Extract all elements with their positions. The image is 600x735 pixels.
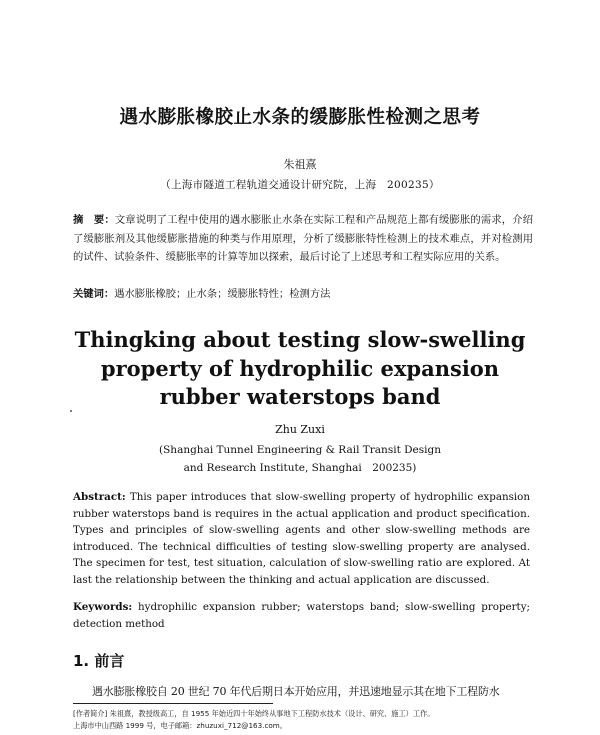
footnote-line: 上海市中山西路 1999 号，电子邮箱：zhuzuxi_712@163.com。 xyxy=(73,721,287,730)
chinese-title: 遇水膨胀橡胶止水条的缓膨胀性检测之思考 xyxy=(119,107,481,128)
english-affiliation-line: and Research Institute, Shanghai 200235) xyxy=(183,462,417,474)
english-keywords-text: hydrophilic expansion rubber; waterstops band; slow-swelling property; detection method xyxy=(73,601,530,630)
english-title-line: Thingking about testing slow-swelling xyxy=(74,327,526,352)
chinese-affiliation: （上海市隧道工程轨道交通设计研究院，上海 200235） xyxy=(160,179,440,191)
footnote xyxy=(73,708,543,732)
english-keywords xyxy=(73,599,530,632)
chinese-keywords-text: 遇水膨胀橡胶；止水条；缓膨胀特性；检测方法 xyxy=(114,288,331,300)
footnote-divider xyxy=(73,703,273,704)
chinese-abstract xyxy=(73,211,533,267)
scan-speck xyxy=(70,410,72,412)
english-title-line: property of hydrophilic expansion xyxy=(100,355,500,381)
chinese-author: 朱祖熹 xyxy=(283,158,317,171)
english-abstract-text: This paper introduces that slow-swelling property of hydrophilic expansion rubber waterstops band is requires in the actual application and product specification. Types and principles of slow-swelling agents and other slow-swelling methods are introduced. The technical difficulties of testing slow-swelling property are analysed. The specimen for test, test situation, calculation of slow-swelling ratio are explored. At last the relationship between the thinking and actual application are discussed. xyxy=(73,491,530,586)
english-keywords-label: Keywords: xyxy=(73,601,133,613)
english-title xyxy=(0,326,600,412)
footnote-line: [作者简介] 朱祖熹，教授级高工，自 1955 年始近四十年始终从事地下工程防水技术（设计、研究、施工）工作。 xyxy=(73,709,435,718)
chinese-keywords-label: 关键词： xyxy=(73,288,115,300)
section-heading: 1. 前言 xyxy=(73,652,125,670)
chinese-abstract-text: 文章说明了工程中使用的遇水膨胀止水条在实际工程和产品规范上都有缓膨胀的需求，介绍了缓膨胀剂及其他缓膨胀措施的种类与作用原理，分析了缓膨胀特性检测上的技术难点，并对检测用的试件、试验条件、缓膨胀率的计算等加以探索，最后讨论了上述思考和工程实际应用的关系。 xyxy=(73,214,534,263)
english-affiliation-line: (Shanghai Tunnel Engineering & Rail Transit Design xyxy=(159,444,441,456)
body-text-line: 遇水膨胀橡胶自 20 世纪 70 年代后期日本开始应用，并迅速地显示其在地下工程防水 xyxy=(92,685,500,698)
chinese-abstract-label: 摘 要： xyxy=(73,214,115,226)
chinese-keywords xyxy=(73,285,533,304)
english-affiliation xyxy=(0,441,600,477)
english-title-line: rubber waterstops band xyxy=(159,384,441,409)
english-abstract-label: Abstract: xyxy=(73,491,126,503)
english-author: Zhu Zuxi xyxy=(275,423,325,436)
english-abstract xyxy=(73,489,530,589)
